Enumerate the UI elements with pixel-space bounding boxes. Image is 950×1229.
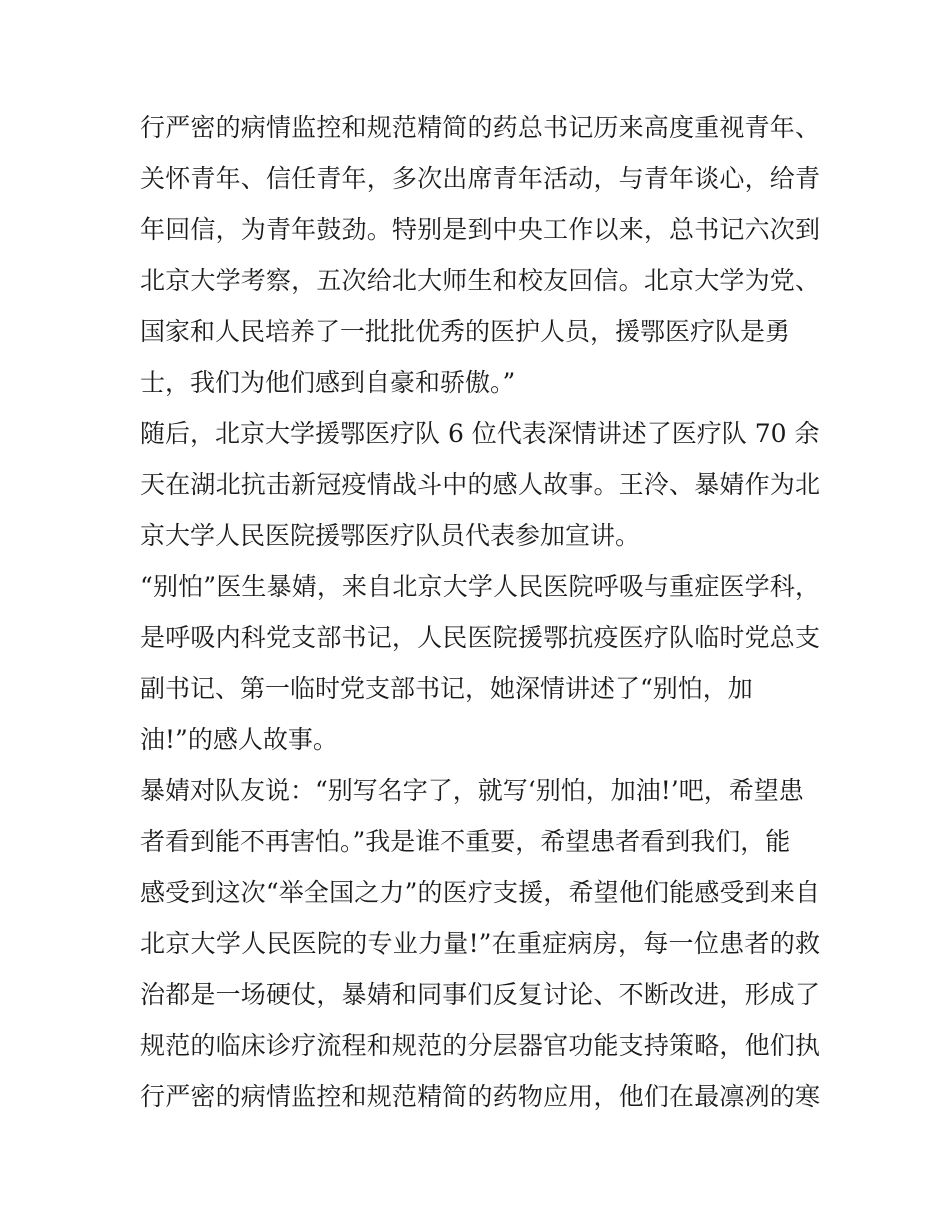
text-line: 者看到能不再害怕。”我是谁不重要，希望患者看到我们，能 bbox=[140, 827, 791, 856]
text-line: 北京大学人民医院的专业力量!”在重症病房，每一位患者的救 bbox=[140, 929, 820, 958]
body-text bbox=[140, 102, 820, 1122]
text-line: 随后，北京大学援鄂医疗队 6 位代表深情讲述了医疗队 70 余 bbox=[140, 419, 820, 448]
text-line: 规范的临床诊疗流程和规范的分层器官功能支持策略，他们执 bbox=[140, 1031, 820, 1060]
text-line: 天在湖北抗击新冠疫情战斗中的感人故事。王泠、暴婧作为北 bbox=[140, 470, 820, 499]
text-line: 士，我们为他们感到自豪和骄傲。” bbox=[140, 368, 516, 397]
text-line: 副书记、第一临时党支部书记，她深情讲述了“别怕，加 bbox=[140, 674, 753, 703]
text-line: 油!”的感人故事。 bbox=[140, 725, 338, 754]
text-line: 京大学人民医院援鄂医疗队员代表参加宣讲。 bbox=[140, 521, 641, 550]
text-line: 关怀青年、信任青年，多次出席青年活动，与青年谈心，给青 bbox=[140, 164, 820, 193]
text-line: 感受到这次“举全国之力”的医疗支援，希望他们能感受到来自 bbox=[140, 878, 820, 907]
text-line: 行严密的病情监控和规范精简的药总书记历来高度重视青年、 bbox=[140, 113, 820, 142]
text-line: 治都是一场硬仗，暴婧和同事们反复讨论、不断改进，形成了 bbox=[140, 980, 820, 1009]
text-line: 国家和人民培养了一批批优秀的医护人员，援鄂医疗队是勇 bbox=[140, 317, 791, 346]
text-line: 年回信，为青年鼓劲。特别是到中央工作以来，总书记六次到 bbox=[140, 215, 820, 244]
text-line: 北京大学考察，五次给北大师生和校友回信。北京大学为党、 bbox=[140, 266, 820, 295]
text-line: 行严密的病情监控和规范精简的药物应用，他们在最凛冽的寒 bbox=[140, 1082, 820, 1111]
text-line: 是呼吸内科党支部书记，人民医院援鄂抗疫医疗队临时党总支 bbox=[140, 623, 820, 652]
text-line: “别怕”医生暴婧，来自北京大学人民医院呼吸与重症医学科， bbox=[140, 572, 820, 601]
text-line: 暴婧对队友说：“别写名字了，就写‘别怕，加油!’吧，希望患 bbox=[140, 776, 804, 805]
